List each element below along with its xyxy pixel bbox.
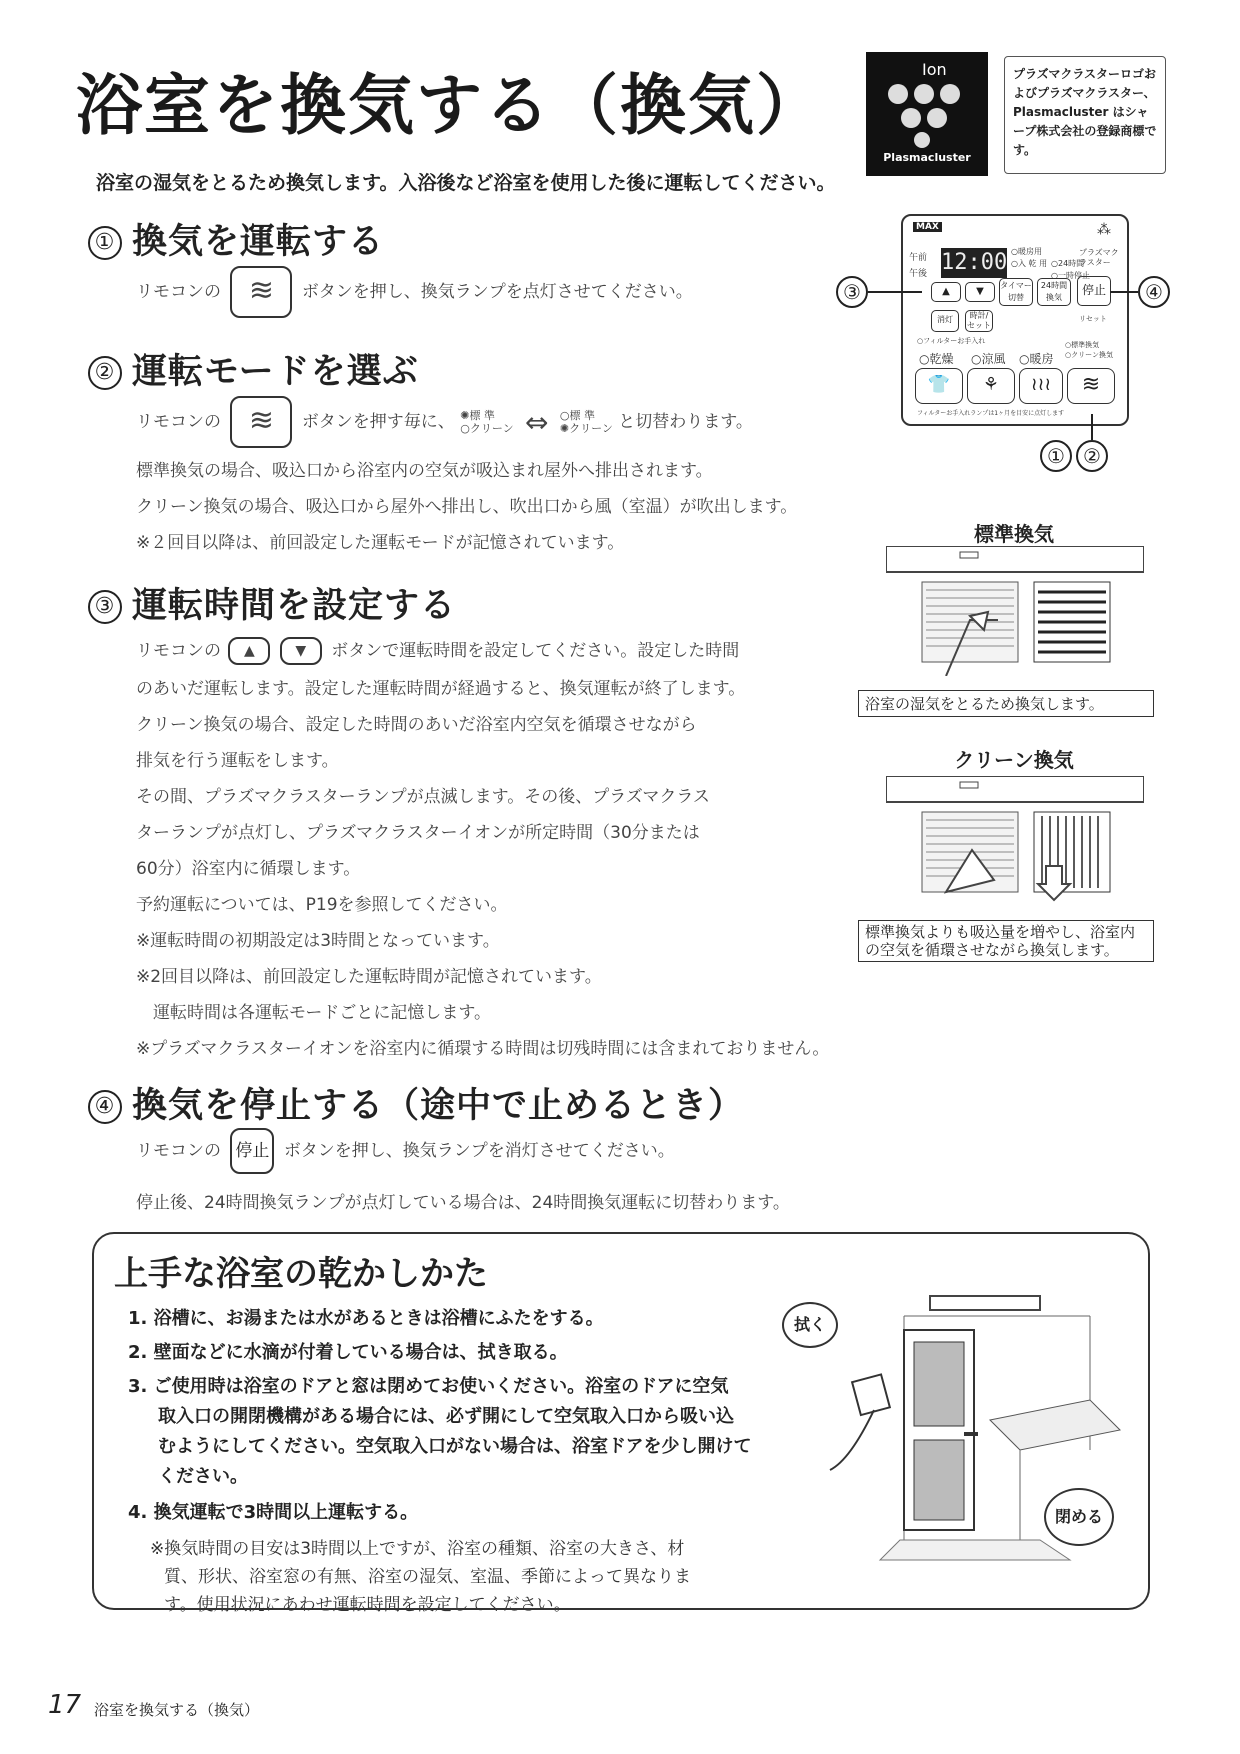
- step-3-line-10: 運転時間は各運転モードごとに記憶します。: [136, 1003, 491, 1023]
- switch-arrow-icon: ⇔: [525, 405, 549, 439]
- step-4-heading: [88, 1078, 744, 1128]
- tips-item-1: 1. 浴槽に、お湯または水があるときは浴槽にふたをする。: [128, 1308, 604, 1329]
- tips-item-3-line-4: ください。: [158, 1466, 248, 1487]
- step-3-heading: [88, 578, 456, 628]
- clean-vent-illustration: [886, 776, 1144, 906]
- step-2-line: [136, 396, 753, 448]
- step-3-line: [136, 636, 739, 665]
- bubble-close: 閉める: [1044, 1488, 1114, 1546]
- page-title: 浴室を換気する（換気）: [76, 67, 824, 144]
- vent-button[interactable]: ≋: [1067, 368, 1115, 404]
- time-display: 12:00: [941, 248, 1007, 278]
- stop-button-icon: 停止: [230, 1128, 274, 1174]
- step-3-line-9: ※2回目以降は、前回設定した運転時間が記憶されています。: [136, 967, 602, 987]
- remote-control: [901, 214, 1129, 426]
- step-3-line-4: その間、プラズマクラスターランプが点滅します。その後、プラズマクラス: [136, 787, 710, 807]
- step-title: 運転モードを選ぶ: [132, 352, 419, 392]
- text: リモコンの: [136, 1141, 221, 1161]
- reset-label: リセット: [1079, 315, 1107, 323]
- callout-4: ④: [1138, 276, 1170, 308]
- step-3-line-8: ※運転時間の初期設定は3時間となっています。: [136, 931, 500, 951]
- step-number: ②: [88, 356, 122, 390]
- tips-title: 上手な浴室の乾かしかた: [114, 1254, 488, 1294]
- pm-label: 午後: [909, 269, 928, 279]
- step-2-p2: クリーン換気の場合、吸込口から屋外へ排出し、吹出口から風（室温）が吹出します。: [136, 497, 798, 517]
- step-number: ①: [88, 226, 122, 260]
- step-number: ④: [88, 1090, 122, 1124]
- logo-dot: [914, 132, 930, 148]
- up-button[interactable]: ▲: [931, 282, 961, 302]
- vent-std-label: ○標準換気: [1065, 341, 1100, 349]
- tips-item-3: 3. ご使用時は浴室のドアと窓は閉めてお使いください。浴室のドアに空気: [128, 1376, 729, 1397]
- step-4-p1: 停止後、24時間換気ランプが点灯している場合は、24時間換気運転に切替わります。: [136, 1193, 790, 1213]
- text: リモコンの: [136, 282, 221, 302]
- step-3-line-6: 60分）浴室内に循環します。: [136, 859, 361, 879]
- tips-item-4: 4. 換気運転で3時間以上運転する。: [128, 1502, 419, 1523]
- tips-note-3: す。使用状況にあわせ運転時間を設定してください。: [164, 1595, 571, 1615]
- bubble-wipe: 拭く: [782, 1302, 838, 1348]
- plasmacluster-logo: [866, 52, 988, 176]
- lamp-label: ○一時停止: [1051, 271, 1090, 280]
- mode-label-cool: ○涼風: [971, 352, 1006, 366]
- step-3-line-5: ターランプが点灯し、プラズマクラスターイオンが所定時間（30分または: [136, 823, 700, 843]
- dry-button[interactable]: 👕: [915, 368, 963, 404]
- step-1-heading: [88, 214, 384, 264]
- step-4-line: [136, 1128, 675, 1174]
- logo-dot: [888, 84, 908, 104]
- filter-note: フィルターお手入れランプは1ヶ月を目安に点灯します: [917, 410, 1065, 417]
- down-button[interactable]: ▼: [965, 282, 995, 302]
- stop-button[interactable]: 停止: [1077, 276, 1111, 306]
- logo-dot: [940, 84, 960, 104]
- callout-line: [1110, 291, 1138, 293]
- down-button-icon: ▼: [280, 637, 322, 665]
- clock-set-button[interactable]: 時計/セット: [967, 311, 991, 330]
- step-3-line-1: のあいだ運転します。設定した運転時間が経過すると、換気運転が終了します。: [136, 679, 746, 699]
- tips-item-3-line-3: むようにしてください。空気取入口がない場合は、浴室ドアを少し開けて: [158, 1436, 752, 1457]
- footer-section: 浴室を換気する（換気）: [94, 1701, 260, 1719]
- step-3-line-3: 排気を行う運転をします。: [136, 751, 339, 771]
- trademark-note: プラズマクラスターロゴおよびプラズマクラスター、Plasmacluster はシャープ株式会社の登録商標です。: [1004, 56, 1166, 174]
- text: と切替わります。: [618, 412, 753, 432]
- vent-clean-label: ○クリーン換気: [1065, 351, 1113, 359]
- callout-3: ③: [836, 276, 868, 308]
- lamp-label: ○暖房用: [1011, 247, 1042, 256]
- heat-button[interactable]: ≀≀≀: [1019, 368, 1063, 404]
- tips-item-3-line-2: 取入口の開閉機構がある場合には、必ず開にして空気取入口から吸い込: [158, 1406, 734, 1427]
- std-vent-illustration: [886, 546, 1144, 676]
- vent-button-icon: ≋: [230, 266, 292, 318]
- timer-button[interactable]: タイマー切替: [999, 278, 1033, 306]
- logo-dot: [927, 108, 947, 128]
- step-title: 換気を運転する: [132, 222, 385, 262]
- step-3-line-2: クリーン換気の場合、設定した時間のあいだ浴室内空気を循環させながら: [136, 715, 697, 735]
- lamp-label: ○入 乾 用: [1011, 259, 1048, 268]
- tips-item-2: 2. 壁面などに水滴が付着している場合は、拭き取る。: [128, 1342, 568, 1363]
- logo-brand-text: Plasmacluster: [883, 151, 971, 164]
- step-title: 運転時間を設定する: [132, 586, 457, 626]
- pc-label: プラズマクラスター: [1079, 248, 1119, 267]
- callout-1: ①: [1040, 440, 1072, 472]
- 24h-vent-button[interactable]: 24時間換気: [1037, 278, 1071, 306]
- vent-button-icon: ≋: [230, 396, 292, 448]
- std-figure-caption: 浴室の湿気をとるため換気します。: [858, 690, 1154, 717]
- light-button[interactable]: 消灯: [931, 310, 959, 332]
- text: ボタンを押す毎に、: [301, 412, 455, 432]
- callout-line: [1091, 414, 1093, 440]
- text: ボタンを押し、換気ランプを消灯させてください。: [283, 1141, 675, 1161]
- logo-dot: [914, 84, 934, 104]
- step-2-p3: ※２回目以降は、前回設定した運転モードが記憶されています。: [136, 533, 625, 553]
- page-number: 17: [48, 1690, 82, 1720]
- step-3-line-7: 予約運転については、P19を参照してください。: [136, 895, 508, 915]
- plasmacluster-mini-logo-icon: ⁂: [1097, 222, 1111, 238]
- std-figure-title: 標準換気: [974, 522, 1054, 546]
- max-badge: MAX: [913, 222, 942, 232]
- tips-note-2: 質、形状、浴室窓の有無、浴室の湿気、室温、季節によって異なりま: [164, 1567, 691, 1587]
- text: ボタンで運転時間を設定してください。設定した時間: [331, 641, 740, 661]
- tips-note-1: ※換気時間の目安は3時間以上ですが、浴室の種類、浴室の大きさ、材: [150, 1539, 685, 1559]
- clean-figure-caption: 標準換気よりも吸込量を増やし、浴室内の空気を循環させながら換気します。: [858, 920, 1154, 962]
- text: リモコンの: [136, 641, 221, 661]
- text: ボタンを押し、換気ランプを点灯させてください。: [301, 282, 693, 302]
- intro-text: 浴室の湿気をとるため換気します。入浴後など浴室を使用した後に運転してください。: [96, 172, 836, 194]
- step-title: 換気を停止する（途中で止めるとき）: [132, 1086, 745, 1126]
- step-3-line-11: ※プラズマクラスターイオンを浴室内に循環する時間は切残時間には含まれておりません。: [136, 1039, 830, 1059]
- lamp-label: ○24時間: [1051, 259, 1085, 268]
- step-1-line: [136, 266, 693, 318]
- mode-label-heat: ○暖房: [1019, 352, 1054, 366]
- logo-dot: [901, 108, 921, 128]
- logo-ion-text: Ion: [922, 60, 947, 79]
- callout-line: [868, 291, 922, 293]
- mode-clean-indicator: ○標 準 ✺クリーン: [559, 409, 613, 435]
- am-label: 午前: [909, 253, 928, 263]
- mode-standard-indicator: ✺標 準 ○クリーン: [460, 409, 514, 435]
- step-2-heading: [88, 344, 419, 394]
- cool-button[interactable]: ⚘: [967, 368, 1015, 404]
- mode-label-dry: ○乾燥: [919, 352, 954, 366]
- step-number: ③: [88, 590, 122, 624]
- step-2-p1: 標準換気の場合、吸込口から浴室内の空気が吸込まれ屋外へ排出されます。: [136, 461, 713, 481]
- callout-2: ②: [1076, 440, 1108, 472]
- text: リモコンの: [136, 412, 221, 432]
- up-button-icon: ▲: [228, 637, 270, 665]
- filter-label: ○フィルターお手入れ: [917, 337, 986, 345]
- clean-figure-title: クリーン換気: [954, 748, 1074, 772]
